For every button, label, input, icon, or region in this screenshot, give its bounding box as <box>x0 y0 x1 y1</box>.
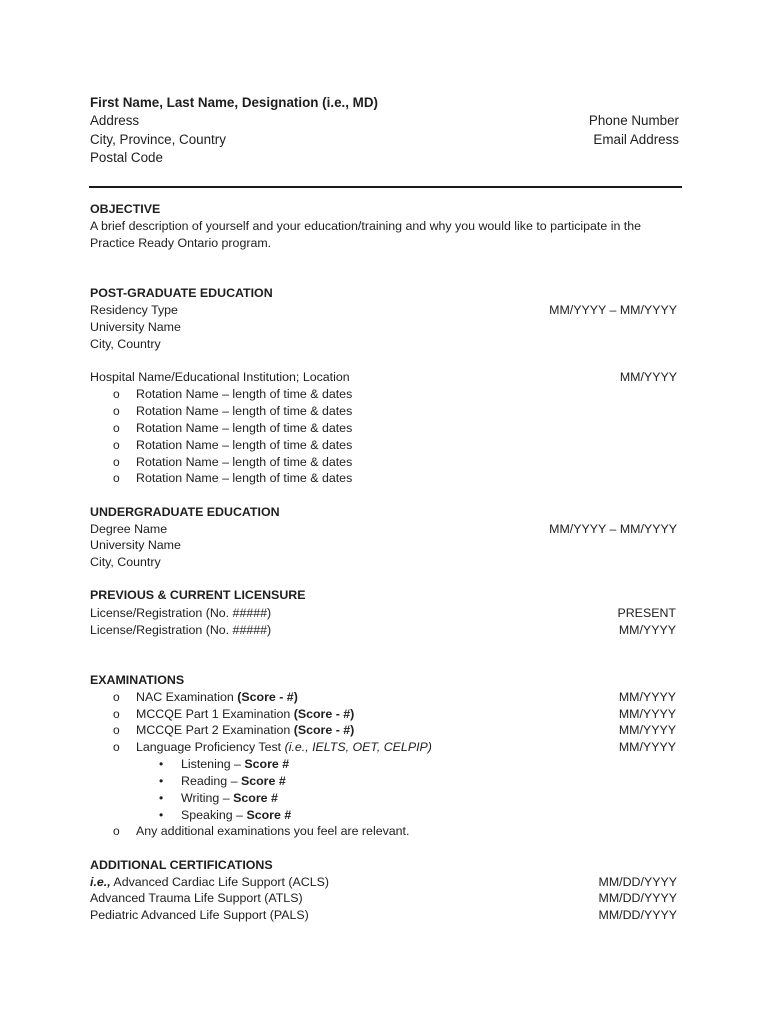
header-name-line: First Name, Last Name, Designation (i.e., MD) <box>90 95 378 110</box>
bullet-disc: • <box>159 774 164 788</box>
bullet-circle: o <box>113 707 120 721</box>
header-city: City, Province, Country <box>90 132 226 147</box>
rotation-item: Rotation Name – length of time & dates <box>136 455 353 469</box>
postgrad-heading: POST-GRADUATE EDUCATION <box>90 286 273 300</box>
cert-prefix: i.e., <box>90 875 111 889</box>
rotation-item: Rotation Name – length of time & dates <box>136 438 353 452</box>
objective-heading: OBJECTIVE <box>90 202 161 216</box>
exam-label: MCCQE Part 1 Examination <box>136 707 294 721</box>
exam-label: NAC Examination <box>136 690 238 704</box>
licensure-date: MM/YYYY <box>618 623 676 637</box>
header-email: Email Address <box>593 132 679 147</box>
header-divider <box>89 186 682 188</box>
objective-line-1: A brief description of yourself and your education/training and why you would like to participate in the <box>90 219 642 233</box>
licensure-heading: PREVIOUS & CURRENT LICENSURE <box>90 588 306 602</box>
exam-label: MCCQE Part 2 Examination <box>136 723 294 737</box>
postgrad-hospital: Hospital Name/Educational Institution; Location <box>90 370 350 384</box>
cert-date: MM/DD/YYYY <box>598 891 677 905</box>
sub-label: Listening – <box>181 757 245 771</box>
exam-date: MM/YYYY <box>618 707 676 721</box>
exam-date: MM/YYYY <box>618 690 676 704</box>
cert-date: MM/DD/YYYY <box>598 875 677 889</box>
objective-line-2: Practice Ready Ontario program. <box>90 236 272 250</box>
licensure-item: License/Registration (No. #####) <box>90 606 272 620</box>
cert-date: MM/DD/YYYY <box>598 908 677 922</box>
exam-score: (Score - #) <box>237 690 298 704</box>
postgrad-university: University Name <box>90 320 181 334</box>
sub-label: Speaking – <box>181 808 247 822</box>
bullet-circle: o <box>113 387 120 401</box>
postgrad-dates: MM/YYYY – MM/YYYY <box>549 303 677 317</box>
bullet-circle: o <box>113 471 120 485</box>
licensure-date: PRESENT <box>617 606 676 620</box>
bullet-disc: • <box>159 791 164 805</box>
exam-language-label: Language Proficiency Test <box>136 740 285 754</box>
exam-item <box>136 722 354 739</box>
cert-item: Pediatric Advanced Life Support (PALS) <box>90 908 309 922</box>
bullet-circle: o <box>113 421 120 435</box>
postgrad-residency: Residency Type <box>90 303 178 317</box>
undergrad-degree: Degree Name <box>90 522 168 536</box>
rotation-item: Rotation Name – length of time & dates <box>136 387 353 401</box>
header-phone: Phone Number <box>588 113 679 128</box>
postgrad-city: City, Country <box>90 337 161 351</box>
sub-score: Score # <box>233 791 278 805</box>
bullet-circle: o <box>113 438 120 452</box>
language-sub-item <box>181 756 289 773</box>
bullet-circle: o <box>113 690 120 704</box>
undergrad-city: City, Country <box>90 555 161 569</box>
exam-language <box>136 739 432 756</box>
undergrad-heading: UNDERGRADUATE EDUCATION <box>90 505 280 519</box>
exam-score: (Score - #) <box>293 707 355 721</box>
header-address: Address <box>90 113 140 128</box>
bullet-circle: o <box>113 723 120 737</box>
bullet-disc: • <box>159 757 164 771</box>
bullet-disc: • <box>159 808 164 822</box>
language-sub-item <box>181 790 278 807</box>
exam-item <box>136 706 354 723</box>
rotation-item: Rotation Name – length of time & dates <box>136 471 353 485</box>
language-sub-item <box>181 807 291 824</box>
exam-item <box>136 689 298 706</box>
bullet-circle: o <box>113 740 120 754</box>
exam-score: (Score - #) <box>293 723 355 737</box>
bullet-circle: o <box>113 455 120 469</box>
exam-date: MM/YYYY <box>618 740 676 754</box>
sub-label: Reading – <box>181 774 241 788</box>
certs-heading: ADDITIONAL CERTIFICATIONS <box>90 858 273 872</box>
postgrad-hospital-date: MM/YYYY <box>619 370 677 384</box>
bullet-circle: o <box>113 824 120 838</box>
sub-score: Score # <box>246 808 292 822</box>
undergrad-university: University Name <box>90 538 181 552</box>
bullet-circle: o <box>113 404 120 418</box>
header-postal: Postal Code <box>90 150 163 165</box>
cert-label: Advanced Cardiac Life Support (ACLS) <box>110 875 330 889</box>
exam-additional: Any additional examinations you feel are relevant. <box>136 824 410 838</box>
language-sub-item <box>181 773 286 790</box>
exam-date: MM/YYYY <box>618 723 676 737</box>
licensure-item: License/Registration (No. #####) <box>90 623 272 637</box>
sub-label: Writing – <box>181 791 234 805</box>
cert-item: Advanced Trauma Life Support (ATLS) <box>90 891 303 905</box>
rotation-item: Rotation Name – length of time & dates <box>136 404 353 418</box>
cert-item <box>90 874 329 891</box>
undergrad-dates: MM/YYYY – MM/YYYY <box>549 522 677 536</box>
rotation-item: Rotation Name – length of time & dates <box>136 421 353 435</box>
sub-score: Score # <box>244 757 290 771</box>
sub-score: Score # <box>240 774 286 788</box>
exam-language-examples: (i.e., IELTS, OET, CELPIP) <box>284 740 432 754</box>
exams-heading: EXAMINATIONS <box>90 673 185 687</box>
